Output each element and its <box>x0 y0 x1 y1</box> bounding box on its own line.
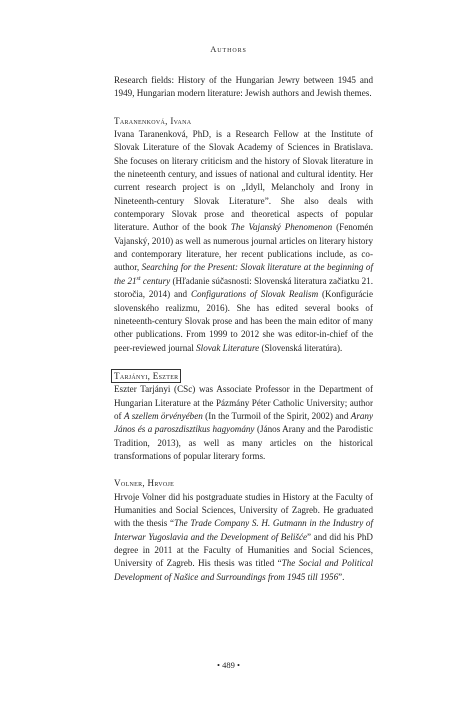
page-body <box>114 74 373 584</box>
bio-text: Eszter Tarjányi (CSc) was Associate Professor in the Department of Hungarian Literature at the Pázmány Péter Catholic University; author of <box>114 384 373 421</box>
author-bio <box>114 383 373 463</box>
book-title: Configurations of Slovak Realism <box>190 289 319 300</box>
bio-text: Hrvoje Volner did his postgraduate studies in History at the Faculty of Humanities and Social Sciences, University of Zagreb. He graduated with the thesis “ <box>114 491 373 529</box>
author-name: Taranenková, Ivana <box>114 115 192 126</box>
section-spacer <box>114 463 373 477</box>
author-bio <box>114 128 373 355</box>
bio-text: Ivana Taranenková, PhD, is a Research Fellow at the Institute of Slovak Literature of the Slovak Academy of Sciences in Bratislava. She focuses on literary criticism and the history of Slovak literature in the nineteenth century, and issues of national and cultural identity. Her current research project is on „Idyll, Melancholy and Irony in Nineteenth-century Slovak Literature”. She also deals with contemporary Slovak prose and theoretical aspects of popular literature. Author of the book <box>114 129 373 233</box>
journal-title: Slovak Literature <box>196 342 260 353</box>
section-spacer <box>114 355 373 369</box>
book-title-text: century <box>140 275 171 286</box>
book-title: The Vajanský Phenomenon <box>230 222 333 233</box>
bio-text: (In the Turmoil of the Spirit, 2002) and <box>202 410 351 421</box>
thesis-title: The Trade Company S. H. Gutmann in the Industry of Interwar Yugoslavia and the Development of Belišće <box>114 518 373 542</box>
bio-text: (Hľadanie súčasnosti: Slovenská literatura začiatku 21. storočia, 2014) and <box>114 275 373 300</box>
section-spacer <box>114 101 373 115</box>
research-fields-paragraph: Research fields: History of the Hungarian Jewry between 1945 and 1949, Hungarian modern literature: Jewish authors and Jewish themes. <box>114 75 373 99</box>
running-head: Authors <box>210 44 247 54</box>
page-number: • 489 • <box>217 660 240 670</box>
book-title: A szellem örvényében <box>123 410 203 421</box>
book-title-text: Searching for the Present: Slovak literature at the beginning of the 21 <box>114 262 373 286</box>
entry-tarjanyi <box>114 369 373 463</box>
thesis-title: The Social and Political Development of Našice and Surroundings from 1945 till 1956 <box>114 558 373 582</box>
author-name-highlighted: Tarjányi, Eszter <box>111 369 181 383</box>
author-name: Volner, Hrvoje <box>114 478 175 489</box>
bio-text: (Slovenská literatúra). <box>259 342 343 353</box>
bio-text: ” and did his PhD degree in 2011 at the Faculty of Humanities and Social Sciences, University of Zagreb. His thesis was titled “ <box>114 531 373 569</box>
bio-text: ”. <box>338 571 345 582</box>
entry-volner <box>114 477 373 584</box>
ordinal-suffix: st <box>136 275 141 282</box>
bio-text: (Fenomén Vajanský, 2010) as well as numerous journal articles on literary history and contemporary literature, her recent publications include, as co-author, <box>114 222 373 273</box>
author-bio <box>114 491 373 584</box>
entry-taranenkova <box>114 115 373 355</box>
bio-text: (Konfigurácie slovenského realizmu, 2016). She has edited several books of nineteenth-century Slovak prose and has been the main editor of many other publications. From 1999 to 2012 she was editor-in-chief of the peer-reviewed journal <box>114 289 373 353</box>
bio-text: (János Arany and the Parodistic Tradition, 2013), as well as many articles on the historical transformations of popular literary forms. <box>114 424 373 461</box>
book-title: Arany János és a paroszdisztikus hagyomány <box>114 410 373 435</box>
